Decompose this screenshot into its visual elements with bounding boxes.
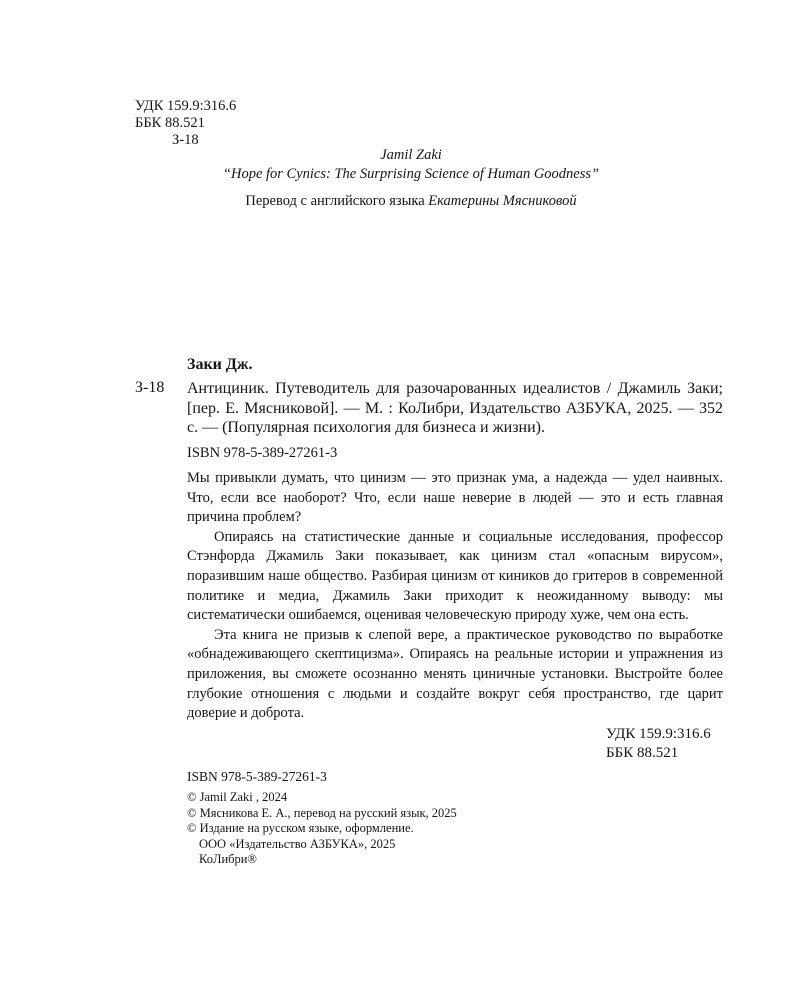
- publisher-name: ООО «Издательство АЗБУКА», 2025: [199, 836, 396, 851]
- classification-codes-bottom: [606, 725, 711, 763]
- annotation-paragraph: Эта книга не призыв к слепой вере, а практическое руководство по выработке «обнадеживающего скептицизма». Опираясь на реальные истории и упражнения из приложения, вы сможете осознанно менять циничные установки. Выстройте более глубокие отношения с людьми и создайте вокруг себя пространство, где царит доверие и доброта.: [187, 626, 723, 722]
- copyright-edition: © Издание на русском языке, оформление.: [187, 821, 414, 835]
- copyright-translation: © Мясникова Е. А., перевод на русский язык, 2025: [187, 805, 457, 820]
- annotation-paragraph: Опираясь на статистические данные и социальные исследования, профессор Стэнфорда Джамиль Заки показывает, как цинизм стал «опасным вирусом», поразившим наше общество. Разбирая цинизм от киников до гритеров в современной политике и медиа, Джамиль Заки приходит к неожиданному выводу: мы систематически ошибаемся, оценивая человеческую природу хуже, чем она есть.: [187, 528, 723, 624]
- biblio-author-mark: З-18: [135, 379, 165, 396]
- isbn: ISBN 978-5-389-27261-3: [187, 445, 338, 461]
- bbk-code-bottom: ББК 88.521: [606, 745, 679, 761]
- translation-credit: [0, 193, 800, 210]
- bibliographic-description: Антициник. Путеводитель для разочарованных идеалистов / Джамиль Заки; [пер. Е. Мясниковой]. — М. : КоЛибри, Издательство АЗБУКА, 2025. — 352 с. — (Популярная психология для бизнеса и жизни).: [187, 380, 723, 436]
- udk-code: УДК 159.9:316.6: [135, 98, 237, 114]
- translator-name: Екатерины Мясниковой: [428, 193, 577, 209]
- imprint-name: КоЛибри®: [199, 852, 257, 866]
- udk-code-bottom: УДК 159.9:316.6: [606, 726, 711, 742]
- original-author: Jamil Zaki: [380, 147, 442, 163]
- annotation-paragraph: Мы привыкли думать, что цинизм — это признак ума, а надежда — удел наивных. Что, если все наоборот? Что, если наше неверие в людей — это и есть главная причина проблем?: [187, 470, 723, 526]
- copyright-author: © Jamil Zaki , 2024: [187, 790, 288, 804]
- author-mark: З-18: [172, 132, 199, 148]
- annotation: [187, 469, 723, 724]
- imprint-isbn: ISBN 978-5-389-27261-3: [187, 769, 327, 784]
- bbk-code: ББК 88.521: [135, 115, 205, 131]
- author-heading: Заки Дж.: [187, 356, 253, 373]
- original-title: “Hope for Cynics: The Surprising Science of Human Goodness”: [222, 166, 600, 182]
- translation-prefix: Перевод с английского языка: [245, 193, 429, 209]
- classification-codes: [135, 98, 236, 149]
- copyright-notices: [187, 790, 457, 868]
